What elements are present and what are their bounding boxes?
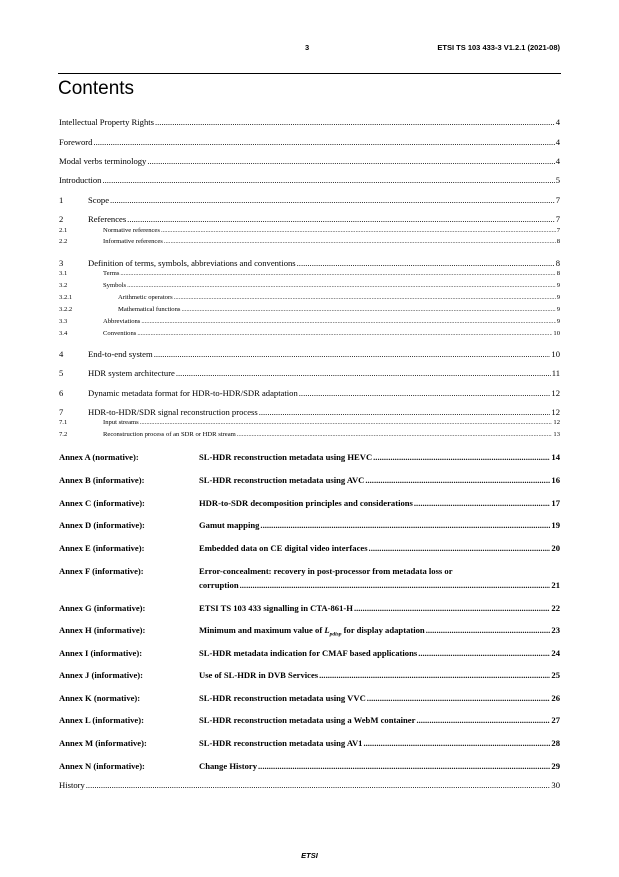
toc-entry[interactable]: Intellectual Property Rights ..... 4 — [59, 117, 560, 127]
toc-entry[interactable]: 3.3 Abbreviations ..... 9 — [59, 318, 560, 325]
toc-entry[interactable]: Introduction ..... 5 — [59, 175, 560, 185]
toc-entry-history[interactable]: History ..... 30 — [59, 780, 560, 790]
header-rule — [58, 73, 561, 74]
toc-entry[interactable]: 7.1 Input streams ..... 12 — [59, 419, 560, 426]
toc-entry[interactable]: 1 Scope ..... 7 — [59, 195, 560, 205]
toc-annex-entry[interactable]: Annex B (informative): SL-HDR reconstruction metadata using AVC ..... 16 — [59, 475, 560, 485]
toc-entry[interactable]: 2 References ..... 7 — [59, 214, 560, 224]
toc-entry[interactable]: 5 HDR system architecture ..... 11 — [59, 368, 560, 378]
toc-entry[interactable]: 7.2 Reconstruction process of an SDR or HDR stream ..... 13 — [59, 431, 560, 438]
toc-entry[interactable]: 3.2.1 Arithmetic operators ..... 9 — [59, 294, 560, 301]
toc-annex-entry[interactable]: Annex N (informative): Change History ..... 29 — [59, 761, 560, 771]
toc-annex-entry[interactable]: Annex G (informative): ETSI TS 103 433 signalling in CTA-861-H ..... 22 — [59, 603, 560, 613]
toc-annex-entry[interactable]: Annex D (informative): Gamut mapping ..... 19 — [59, 520, 560, 530]
toc-annex-entry[interactable]: Annex I (informative): SL-HDR metadata indication for CMAF based applications ..... 24 — [59, 648, 560, 658]
page-number: 3 — [305, 43, 310, 52]
toc-entry[interactable]: 3.4 Conventions ..... 10 — [59, 330, 560, 337]
toc-annex-entry[interactable]: Annex L (informative): SL-HDR reconstruction metadata using a WebM container ..... 27 — [59, 715, 560, 725]
toc-entry[interactable]: 7 HDR-to-HDR/SDR signal reconstruction process ..... 12 — [59, 407, 560, 417]
toc-annex-entry[interactable]: Annex J (informative): Use of SL-HDR in DVB Services ..... 25 — [59, 670, 560, 680]
footer-logo-text: ETSI — [301, 851, 318, 860]
toc-entry[interactable]: 2.1 Normative references ..... 7 — [59, 227, 560, 234]
toc-annex-entry[interactable]: Annex E (informative): Embedded data on CE digital video interfaces ..... 20 — [59, 543, 560, 553]
toc-entry[interactable]: Modal verbs terminology ..... 4 — [59, 156, 560, 166]
toc-entry[interactable]: 3 Definition of terms, symbols, abbreviations and conventions ..... 8 — [59, 258, 560, 268]
toc-annex-entry[interactable]: Annex A (normative): SL-HDR reconstruction metadata using HEVC ..... 14 — [59, 452, 560, 462]
toc-annex-entry[interactable]: Annex K (normative): SL-HDR reconstruction metadata using VVC ..... 26 — [59, 693, 560, 703]
toc-entry[interactable]: 2.2 Informative references ..... 8 — [59, 238, 560, 245]
toc-annex-entry[interactable]: Annex M (informative): SL-HDR reconstruction metadata using AV1 ..... 28 — [59, 738, 560, 748]
toc-entry[interactable]: 3.1 Terms ..... 8 — [59, 270, 560, 277]
toc-annex-entry[interactable]: Annex C (informative): HDR-to-SDR decomposition principles and considerations ..... 17 — [59, 498, 560, 508]
page-title: Contents — [58, 78, 135, 99]
toc-entry[interactable]: 4 End-to-end system ..... 10 — [59, 349, 560, 359]
document-reference: ETSI TS 103 433-3 V1.2.1 (2021-08) — [437, 43, 560, 52]
toc-annex-entry[interactable]: Annex H (informative): Minimum and maximum value of $L_{pdisp}$ for display adaptation ..... 23 — [59, 625, 560, 638]
toc-entry[interactable]: 6 Dynamic metadata format for HDR-to-HDR/SDR adaptation ..... 12 — [59, 388, 560, 398]
toc-entry[interactable]: Foreword ..... 4 — [59, 137, 560, 147]
toc-entry[interactable]: 3.2 Symbols ..... 9 — [59, 282, 560, 289]
toc-entry[interactable]: 3.2.2 Mathematical functions ..... 9 — [59, 306, 560, 313]
